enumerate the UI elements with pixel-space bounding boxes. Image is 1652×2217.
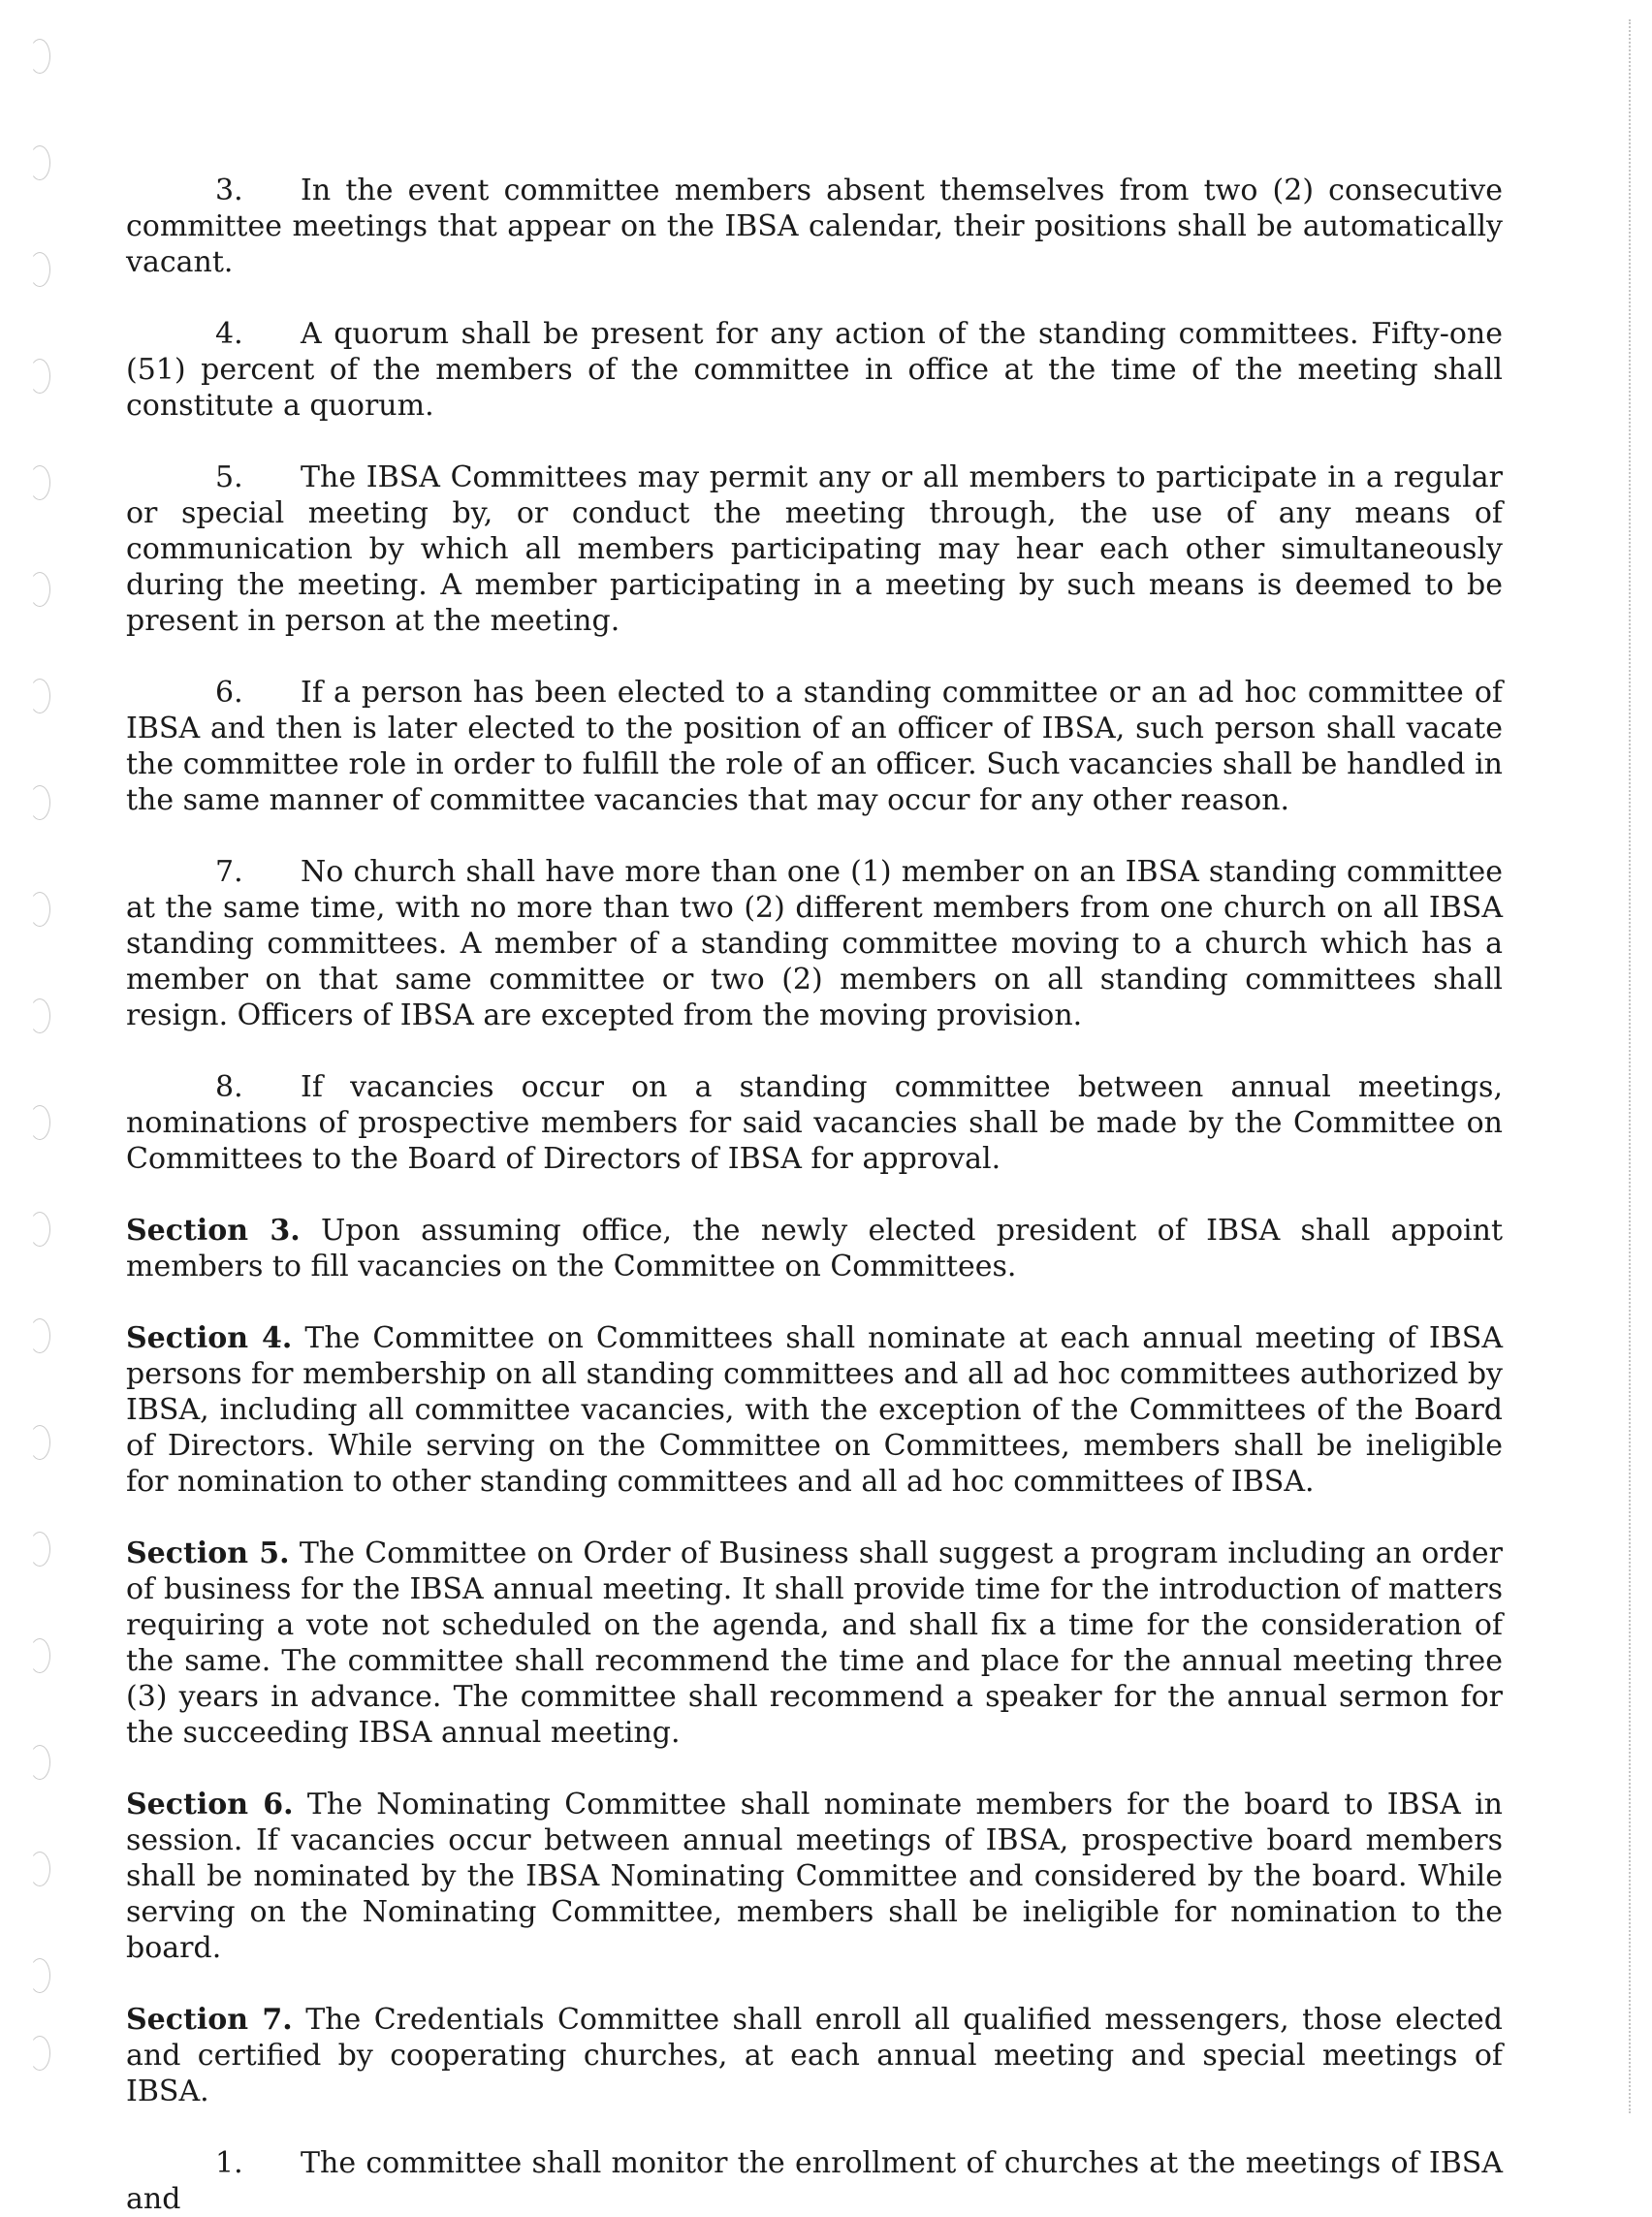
numbered-item-6 — [126, 675, 1503, 818]
section-4 — [126, 1320, 1503, 1500]
section-label: Section 5. — [126, 1536, 290, 1570]
section-5 — [126, 1536, 1503, 1751]
item-number: 3. — [215, 174, 243, 207]
section-3 — [126, 1213, 1503, 1284]
item-text: If vacancies occur on a standing committee between annual meetings, nominations of prospective members for said vacancies shall be made by the Committee on Committees to the Board of Directors of IBSA for approval. — [126, 1070, 1503, 1176]
section-text: The Committee on Committees shall nominate at each annual meeting of IBSA persons for membership on all standing committees and all ad hoc committees authorized by IBSA, including all committee vacancies, with the exception of the Committees of the Board of Directors. While serving on the Committee on Committees, members shall be ineligible for nomination to other standing committees and all ad hoc committees of IBSA. — [126, 1321, 1503, 1499]
numbered-item-4 — [126, 316, 1503, 424]
item-number: 5. — [215, 460, 243, 494]
numbered-item-7 — [126, 854, 1503, 1033]
item-number: 6. — [215, 676, 243, 710]
scan-edge-line — [1629, 19, 1631, 2113]
item-text: No church shall have more than one (1) member on an IBSA standing committee at the same time, with no more than two (2) different members from one church on all IBSA standing committees. A member of a standing committee moving to a church which has a member on that same committee or two (2) members on all standing committees shall resign. Officers of IBSA are excepted from the moving provision. — [126, 855, 1503, 1032]
section-text: The Nominating Committee shall nominate members for the board to IBSA in session. If vacancies occur between annual meetings of IBSA, prospective board members shall be nominated by the IBSA Nominating Committee and considered by the board. While serving on the Nominating Committee, members shall be ineligible for nomination to the board. — [126, 1788, 1504, 1965]
item-number: 1. — [215, 2146, 243, 2180]
section-text: The Credentials Committee shall enroll all qualified messengers, those elected and certified by cooperating churches, at each annual meeting and special meetings of IBSA. — [126, 2003, 1503, 2108]
numbered-item-8 — [126, 1069, 1503, 1177]
item-number: 8. — [215, 1070, 243, 1104]
numbered-item-1 — [126, 2145, 1503, 2217]
document-body — [126, 173, 1503, 2217]
section-label: Section 3. — [126, 1214, 301, 1248]
item-text: In the event committee members absent themselves from two (2) consecutive committee meetings that appear on the IBSA calendar, their positions shall be automatically vacant. — [126, 174, 1503, 279]
section-text: The Committee on Order of Business shall suggest a program including an order of business for the IBSA annual meeting. It shall provide time for the introduction of matters requiring a vote not scheduled on the agenda, and shall fix a time for the consideration of the same. The committee shall recommend the time and place for the annual meeting three (3) years in advance. The committee shall recommend a speaker for the annual sermon for the succeeding IBSA annual meeting. — [126, 1536, 1503, 1750]
section-label: Section 6. — [126, 1788, 294, 1821]
section-6 — [126, 1787, 1503, 1966]
numbered-item-3 — [126, 173, 1503, 280]
section-7 — [126, 2002, 1503, 2109]
item-text: If a person has been elected to a standing committee or an ad hoc committee of IBSA and then is later elected to the position of an officer of IBSA, such person shall vacate the committee role in order to fulfill the role of an officer. Such vacancies shall be handled in the same manner of committee vacancies that may occur for any other reason. — [126, 676, 1503, 817]
section-text: Upon assuming office, the newly elected president of IBSA shall appoint members to fill vacancies on the Committee on Committees. — [126, 1214, 1503, 1283]
section-label: Section 7. — [126, 2003, 293, 2037]
numbered-item-5 — [126, 459, 1503, 639]
item-text: The IBSA Committees may permit any or all members to participate in a regular or special meeting by, or conduct the meeting through, the use of any means of communication by which all members participating may hear each other simultaneously during the meeting. A member participating in a meeting by such means is deemed to be present in person at the meeting. — [126, 460, 1503, 638]
item-text: The committee shall monitor the enrollment of churches at the meetings of IBSA and — [126, 2146, 1503, 2216]
section-label: Section 4. — [126, 1321, 293, 1355]
item-text: A quorum shall be present for any action of the standing committees. Fifty-one (51) percent of the members of the committee in office at the time of the meeting shall constitute a quorum. — [126, 317, 1503, 423]
binder-ring-marks — [23, 39, 62, 2094]
item-number: 4. — [215, 317, 243, 351]
item-number: 7. — [215, 855, 243, 889]
